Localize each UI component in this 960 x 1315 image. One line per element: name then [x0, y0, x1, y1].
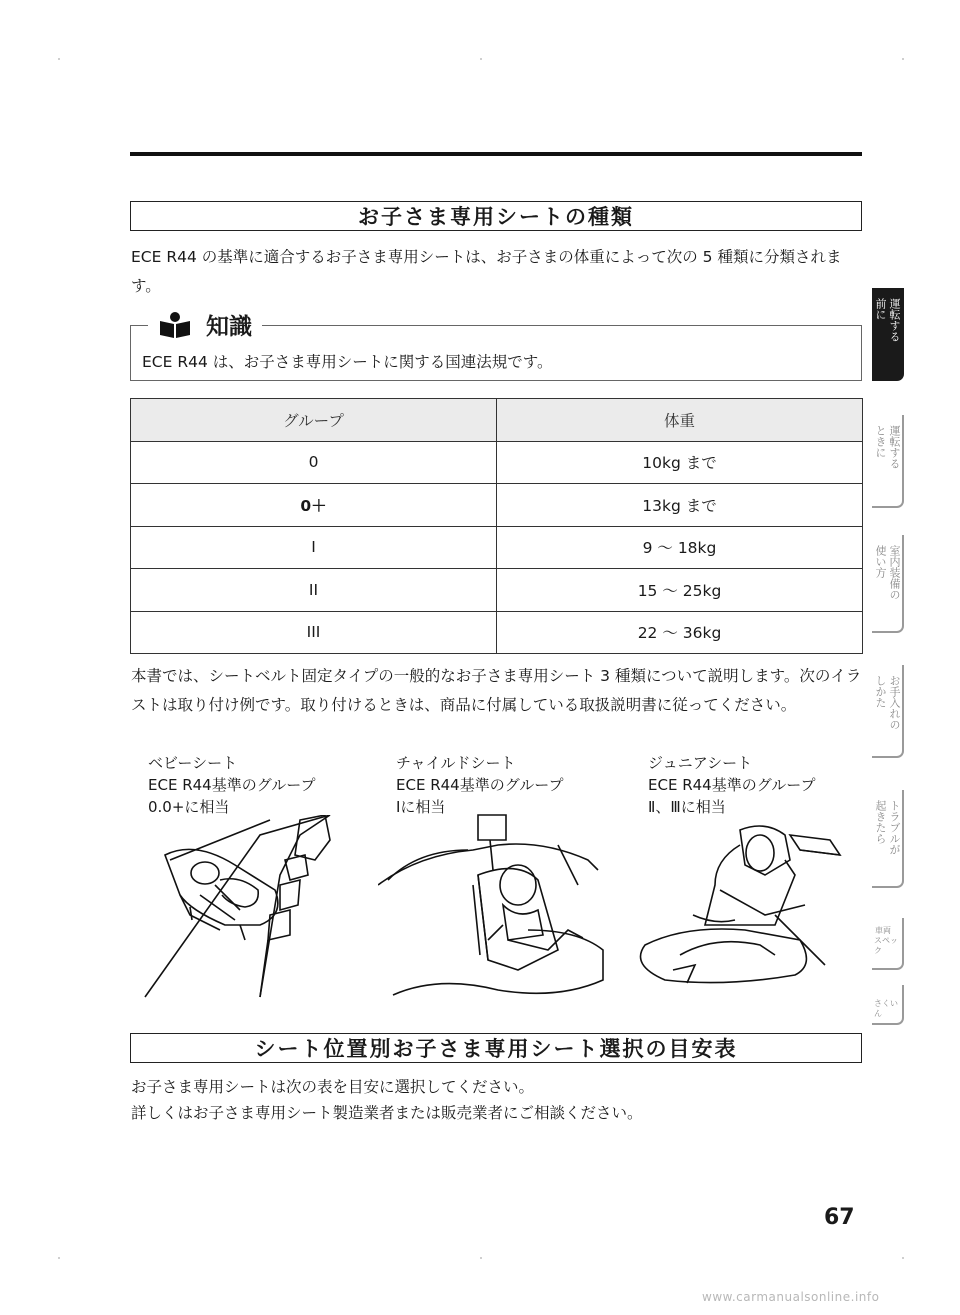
group-cell: III — [131, 611, 497, 654]
child-seat-label: チャイルドシート ECE R44基準のグループ Ⅰに相当 — [396, 754, 564, 816]
side-tab-before-driving[interactable]: 運転する 前に — [872, 288, 904, 381]
weight-cell: 15 〜 25kg — [497, 569, 863, 612]
knowledge-text: ECE R44 は、お子さま専用シートに関する国連法規です。 — [142, 353, 553, 371]
section-title-seat-types: お子さま専用シートの種類 — [130, 201, 862, 231]
header-group: グループ — [131, 399, 497, 442]
side-tab-index[interactable]: さくいん — [872, 985, 904, 1025]
group-cell: I — [131, 526, 497, 569]
weight-cell: 22 〜 36kg — [497, 611, 863, 654]
side-tab-trouble[interactable]: トラブルが 起きたら — [872, 790, 904, 888]
guide-paragraph: お子さま専用シートは次の表を目安に選択してください。 詳しくはお子さま専用シート製造業者または販売業者にご相談ください。 — [131, 1078, 643, 1122]
header-weight: 体重 — [497, 399, 863, 442]
baby-seat-label: ベビーシート ECE R44基準のグループ 0.0+に相当 — [148, 754, 316, 816]
table-row — [131, 569, 863, 612]
table-row — [131, 484, 863, 527]
table-row — [131, 441, 863, 484]
side-tab-interior[interactable]: 室内装備の 使い方 — [872, 535, 904, 633]
side-tab-specs[interactable]: 車両 スペック — [872, 918, 904, 970]
baby-seat-illustration — [140, 815, 360, 1000]
weight-cell: 13kg まで — [497, 484, 863, 527]
junior-seat-illustration — [625, 815, 845, 995]
weight-cell: 10kg まで — [497, 441, 863, 484]
body-paragraph: 本書では、シートベルト固定タイプの一般的なお子さま専用シート 3 種類について説明します。次のイラストは取り付け例です。取り付けるときは、商品に付属している取扱説明書に従ってください。 — [131, 667, 862, 714]
weight-cell: 9 〜 18kg — [497, 526, 863, 569]
side-tab-when-driving[interactable]: 運転する ときに — [872, 415, 904, 508]
top-rule — [130, 152, 862, 156]
group-cell: 0＋ — [131, 484, 497, 527]
table-header-row — [131, 399, 863, 442]
page-number: 67 — [824, 1205, 855, 1230]
group-cell: II — [131, 569, 497, 612]
table-row — [131, 611, 863, 654]
child-seat-illustration — [378, 810, 608, 1000]
group-cell: 0 — [131, 441, 497, 484]
footer-watermark: www.carmanualsonline.info — [702, 1290, 880, 1304]
intro-paragraph: ECE R44 の基準に適合するお子さま専用シートは、お子さまの体重によって次の 5 種類に分類されます。 — [131, 248, 842, 295]
side-tab-maintenance[interactable]: お手入れの しかた — [872, 665, 904, 758]
group-weight-table — [130, 398, 863, 654]
junior-seat-label: ジュニアシート ECE R44基準のグループ Ⅱ、Ⅲに相当 — [648, 754, 816, 816]
knowledge-heading: 知識 — [148, 308, 262, 341]
table-row — [131, 526, 863, 569]
section-title-selection-guide: シート位置別お子さま専用シート選択の目安表 — [130, 1033, 862, 1063]
book-icon — [158, 311, 192, 339]
